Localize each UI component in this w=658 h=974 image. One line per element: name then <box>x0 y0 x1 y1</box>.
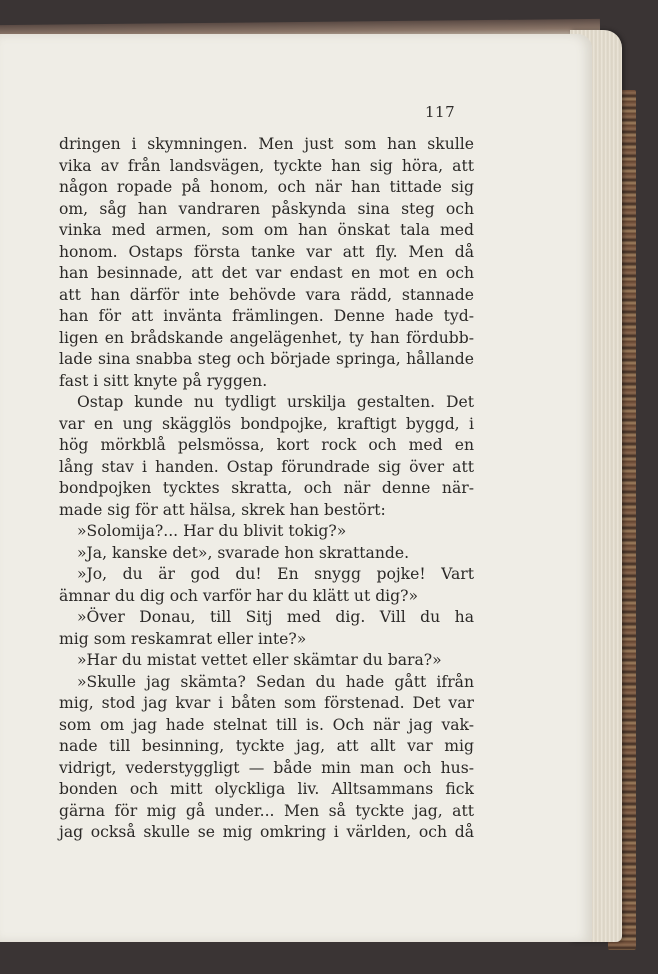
page-number: 117 <box>425 103 456 121</box>
text-line: vidrigt, vederstyggligt — både min man och hus- <box>59 758 474 777</box>
text-line: han besinnade, att det var endast en mot en och <box>59 264 474 282</box>
text-line: han för att invänta främlingen. Denne hade tyd- <box>59 307 474 325</box>
text-line: om, såg han vandraren påskynda sina steg och <box>59 199 474 218</box>
text-line: ligen en brådskande angelägenhet, ty han fördubb- <box>59 328 474 347</box>
text-line: att han därför inte behövde vara rädd, stannade <box>59 285 474 304</box>
text-line: var en ung skägglös bondpojke, kraftigt byggd, i <box>59 414 474 433</box>
text-line: bondpojken tycktes skratta, och när denne när- <box>59 479 474 497</box>
text-line: lade sina snabba steg och började springa, hållande <box>59 350 474 368</box>
text-line: lång stav i handen. Ostap förundrade sig över att <box>59 457 474 476</box>
text-line: mig som reskamrat eller inte?» <box>59 629 307 648</box>
text-line: hög mörkblå pelsmössa, kort rock och med en <box>59 436 474 454</box>
text-line: »Skulle jag skämta? Sedan du hade gått ifrån <box>77 672 474 691</box>
text-line: vinka med armen, som om han önskat tala med <box>59 221 474 239</box>
text-line: ämnar du dig och varför har du klätt ut dig?» <box>59 586 419 605</box>
body-text <box>59 134 474 844</box>
text-line: made sig för att hälsa, skrek han bestört: <box>59 500 386 519</box>
text-line: jag också skulle se mig omkring i världen, och då <box>59 823 474 841</box>
text-line: vika av från landsvägen, tyckte han sig höra, att <box>59 156 474 175</box>
text-line: »Ja, kanske det», svarade hon skrattande. <box>77 543 410 562</box>
text-line: nade till besinning, tyckte jag, att allt var mig <box>59 737 474 755</box>
text-line: gärna för mig gå under... Men så tyckte jag, att <box>59 801 474 820</box>
text-line: som om jag hade stelnat till is. Och när jag vak- <box>59 715 474 734</box>
text-line: »Över Donau, till Sitj med dig. Vill du ha <box>77 608 474 626</box>
text-line: honom. Ostaps första tanke var att fly. Men då <box>59 242 474 261</box>
text-line: mig, stod jag kvar i båten som förstenad. Det var <box>59 694 474 712</box>
text-line: »Jo, du är god du! En snygg pojke! Vart <box>77 565 474 583</box>
text-line: »Har du mistat vettet eller skämtar du bara?» <box>77 651 442 669</box>
text-line: någon ropade på honom, och när han tittade sig <box>59 178 474 196</box>
text-line: dringen i skymningen. Men just som han skulle <box>59 135 474 153</box>
text-line: bonden och mitt olyckliga liv. Alltsammans fick <box>59 780 474 798</box>
text-line: fast i sitt knyte på ryggen. <box>59 371 268 390</box>
text-line: Ostap kunde nu tydligt urskilja gestalten. Det <box>77 393 474 411</box>
text-line: »Solomija?... Har du blivit tokig?» <box>77 522 347 540</box>
